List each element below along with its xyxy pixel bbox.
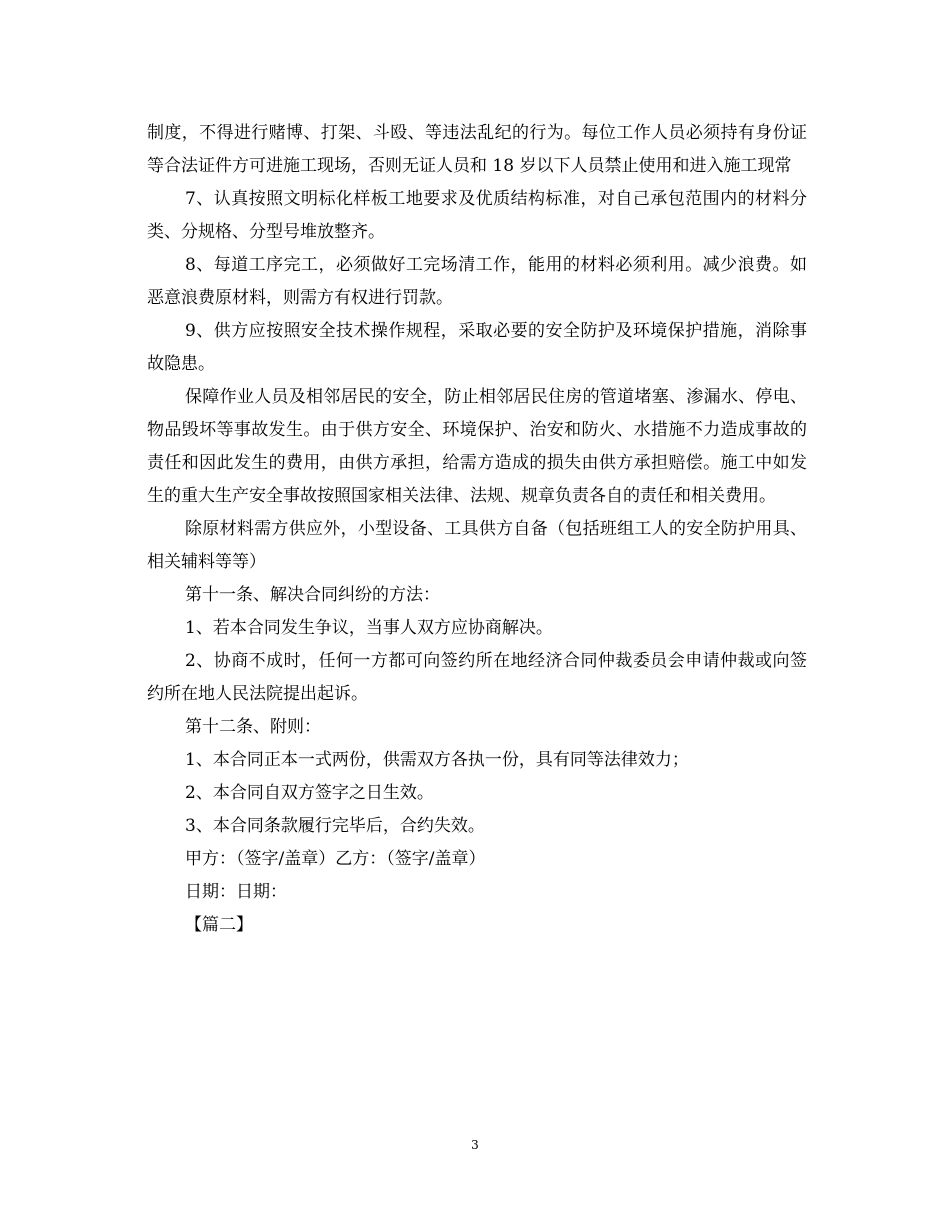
signature-line: 甲方：（签字/盖章）乙方：（签字/盖章） — [185, 849, 486, 869]
section-heading-part-two: 【篇二】 — [185, 915, 253, 935]
article-12-item-2: 2、本合同自双方签字之日生效。 — [185, 783, 434, 803]
paragraph-item-7: 7、认真按照文明标化样板工地要求及优质结构标准，对自己承包范围内的材料分类、分规格、分型号堆放整齐。 — [147, 189, 807, 242]
document-body — [147, 117, 807, 942]
article-11-heading: 第十一条、解决合同纠纷的方法： — [185, 585, 440, 605]
date-line: 日期：日期： — [185, 882, 287, 902]
paragraph-item-9: 9、供方应按照安全技术操作规程，采取必要的安全防护及环境保护措施，消除事故隐患。 — [147, 321, 807, 374]
paragraph-safety-guarantee: 保障作业人员及相邻居民的安全，防止相邻居民住房的管道堵塞、渗漏水、停电、物品毁坏等事故发生。由于供方安全、环境保护、治安和防火、水措施不力造成事故的责任和因此发生的费用，由供方承担，给需方造成的损失由供方承担赔偿。施工中如发生的重大生产安全事故按照国家相关法律、法规、规章负责各自的责任和相关费用。 — [147, 387, 807, 506]
article-11-item-2: 2、协商不成时，任何一方都可向签约所在地经济合同仲裁委员会申请仲裁或向签约所在地人民法院提出起诉。 — [147, 651, 807, 704]
paragraph-equipment-supply: 除原材料需方供应外，小型设备、工具供方自备（包括班组工人的安全防护用具、相关辅料等等） — [147, 519, 807, 572]
paragraph-item-8: 8、每道工序完工，必须做好工完场清工作，能用的材料必须利用。减少浪费。如恶意浪费原材料，则需方有权进行罚款。 — [147, 255, 807, 308]
article-11-item-1: 1、若本合同发生争议，当事人双方应协商解决。 — [185, 618, 553, 638]
article-12-item-1: 1、本合同正本一式两份，供需双方各执一份，具有同等法律效力； — [185, 750, 689, 770]
page-number: 3 — [471, 1138, 479, 1152]
article-12-heading: 第十二条、附则： — [185, 717, 321, 737]
paragraph-conduct-rules: 制度，不得进行赌博、打架、斗殴、等违法乱纪的行为。每位工作人员必须持有身份证等合法证件方可进施工现场，否则无证人员和 18 岁以下人员禁止使用和进入施工现常 — [147, 123, 807, 176]
article-12-item-3: 3、本合同条款履行完毕后，合约失效。 — [185, 816, 485, 836]
